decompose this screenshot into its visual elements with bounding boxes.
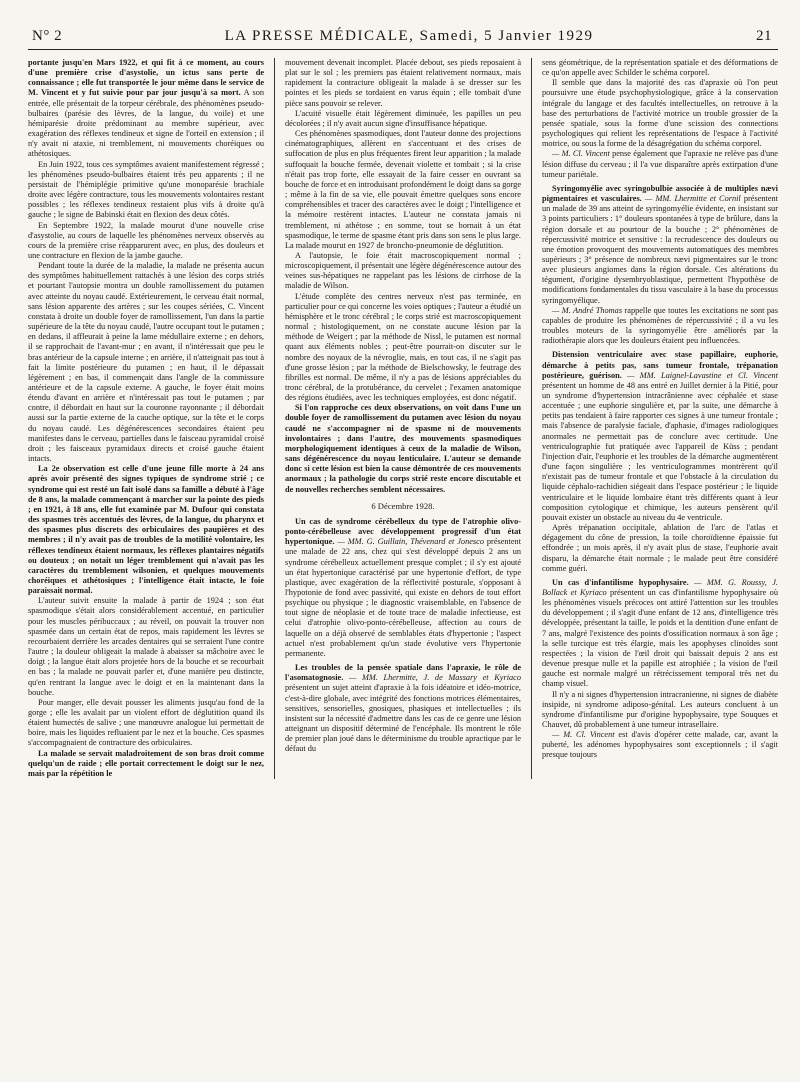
paragraph: L'étude complète des centres nerveux n'est pas terminée, en particulier pour ce qui concerne les voies optiques ; l'auteur a étudié un hémisphère et le tronc cérébral ; le corps strié est macroscopiquement normal ; histologiquement, on ne constate aucune lésion par la méthode de Weigert ; par la méthode de Nissl, le putamen est normal quant aux éléments nobles ; peut-être pourrait-on discuter sur le nombre des noyaux de la névroglie, mais, en tout cas, il ne s'agit pas d'une grosse lésion ; par la méthode de Bielschowsky, le feutrage des fibrilles est normal. De même, il n'y a pas de lésions appréciables du tronc cérébral, de la protubérance, du cervelet ; l'examen anatomique des régions étudiées, avec les techniques employées, est donc négatif. [284, 291, 522, 403]
session-date: 6 Décembre 1928. [371, 500, 435, 511]
section-authors: — M. André Thomas [551, 305, 623, 315]
paragraph: Ces phénomènes spasmodiques, dont l'auteur donne des projections cinématographiques, allèrent en s'accentuant et des crises de suffocation de plus en plus fréquentes firent leur apparition ; la malade suffoquait la bouche fermée, devenait violette et tombait ; si la crise n'était pas trop forte, elle essayait de la faire cesser en ouvrant sa bouche de force et en introduisant profondément le doigt dans sa gorge ; même à la fin de sa vie, elle pouvait émettre quelques sons encore compréhensibles et tracer des caractères avec le doigt ; l'intelligence et la mémoire restèrent intactes. L'auteur ne constata jamais ni tremblement, ni athétose ; en somme, tout se bornait à un état spasmodique, le terme de spasme étant pris dans son sens le plus large. La malade mourut en 1927 de broncho-pneumonie de déglutition. [284, 129, 521, 250]
paragraph: Pendant toute la durée de la maladie, la malade ne présenta aucun des symptômes habituellement rattachés à une lésion des corps striés et pourtant l'autopsie montra un double ramollissement du putamen avec atteinte du noyau caudé. Extérieurement, le cerveau était normal, sans lésion apparente des artères ; sur les coupes sériées, C. Vincent constata à droite un double foyer de ramollissement, l'un dans la partie supérieure de la tête du noyau caudé, l'autre occupant tout le putamen ; en dedans, il affleurait à peine la lame médullaire externe ; en dehors, il se rapprochait de l'avant-mur ; en avant, il n'intéressait que peu le bras antérieur de la capsule interne ; en arrière, il n'atteignait pas tout à fait la limite postérieure du putamen ; en haut, il le dépassait légèrement ; en bas, il commençait dans l'angle de la commissure antérieure et de la capsule externe. A gauche, le foyer était moins étendu d'avant en arrière et n'intéressait pas tout le putamen ; par contre, il débordait en haut sur la couronne rayonnante ; il débordait aussi sur la partie externe de la cauche optique, sur la tête et le corps du noyau caudé. Les dégénérescences secondaires étaient peu manifestes dans le cerveau, partielles dans le faisceau pyramidal croisé droit ; les faisceaux pyramidaux directs et croisé gauche étaient intacts. [28, 261, 265, 464]
paragraph: Il n'y a ni signes d'hypertension intracranienne, ni signes de diabète insipide, ni syndrome adiposo-génital. Les auteurs concluent à un syndrome d'infantilisme pur d'origine hypophysaire, type Souques et Chauvet, dû probablement à une tumeur intrasellaire. [541, 689, 778, 729]
section-text: présentent un malade de 39 ans atteint de syringomyélie évidente, en insistant sur 3 points particuliers : 1° douleurs spontanées à type de brûlure, dans la région dorsale et au pourtour de la bouche ; 2° phénomènes de répercussivité motrice et sensitive : la recrudescence des douleurs ou une émotion provoquent des mouvements automatiques des membres supérieurs ; 3° présence de nombreux nævi pigmentaires sur le tronc avec plusieurs angiomes dans la région dorsale. Ces altérations du tégument, d'origine dysembryoblastique, permettent l'hypothèse de modifications fondamentales du tissu vasculaire à la base du processus syringomyélique. [541, 194, 778, 305]
paragraph [542, 306, 778, 347]
paragraph: En Juin 1922, tous ces symptômes avaient manifestement régressé ; les phénomènes pseudo-bulbaires étaient très peu apparents ; il ne persistait de l'hémiplégie primitive qu'une monoparésie brachiale droite avec légère contracture, tous les mouvements volontaires restant possibles ; les réflexes tendineux restaient plus vifs à droite qu'à gauche ; le signe de Babinski était en flexion des deux côtés. [28, 159, 265, 220]
text: est d'avis d'opérer cette malade, car, avant la puberté, les adénomes hypophysaires sont exceptionnels ; il s'agit presque toujours [541, 730, 778, 760]
column-divider [531, 58, 532, 779]
paragraph: L'acuité visuelle était légèrement diminuée, les papilles un peu décolorées ; il n'y avait aucun signe d'insuffisance hépatique. [284, 108, 521, 128]
section-authors: — MM. G. Guillain, Thévenard et Jonesco [334, 537, 484, 547]
paragraph: mouvement devenait incomplet. Placée debout, ses pieds reposaient à plat sur le sol ; les premiers pas étaient relativement normaux, mais rapidement la contracture obligeait la malade à se dresser sur les pointes et les pieds se tordaient en varus équin ; elle tombait d'une pièce sans pouvoir se relever. [284, 58, 521, 108]
paragraph: En Septembre 1922, la malade mourut d'une nouvelle crise d'asystolie, au cours de laquelle les phénomènes nerveux observés au cours de la première crise réapparurent avec, en plus, des douleurs et une contracture en flexion de la jambe gauche. [28, 220, 265, 260]
text: pense également que l'apraxie ne relève pas d'une lésion diffuse du cerveau ; il l'a vue disparaître après extirpation d'une tumeur pariétale. [541, 149, 778, 179]
section [285, 663, 521, 754]
column-1 [28, 58, 264, 779]
section-title: Un cas de syndrome cérébelleux du type de l'atrophie olivo-ponto-cérébelleuse avec développement progressif d'un état hypertonique. [284, 516, 521, 547]
section-text: présentent un homme de 48 ans entré en Juillet dernier à la Pitié, pour un syndrome d'hypertension intracrânienne avec céphalée et stase accentuée ; une euphorie singulière et, par la suite, une démarche à petits pas tendaient à faire rapporter ces signes à une tumeur frontale ; mais l'absence de paralysie faciale, d'aphasie, d'images radiologiques anormales ne permettait pas de conclure avec certitude. Une ventriculographie fut pratiquée avec l'appareil de Küss ; pendant l'injection d'air, l'euphorie et les troubles de la démarche augmentèrent d'une façon singulière ; les ventriculogrammes montrèrent qu'il n'existait pas de tumeur frontale et que l'obstacle à la circulation du liquide céphalo-rachidien siégeait dans l'espace postérieur ; le liquide ventriculaire et le liquide lombaire étant très différents quant à leur composition cytologique et chimique, les auteurs pensèrent qu'il pouvait exister un obstacle au niveau du 4e ventricule. [541, 380, 778, 522]
paragraph [542, 149, 778, 179]
section-authors: — MM. Lhermitte et Cornil [641, 194, 741, 204]
page-number: 21 [755, 28, 772, 44]
section-title: Syringomyélie avec syringobulbie associée à de multiples nævi pigmentaires et vasculaires. [541, 183, 778, 204]
page-header [28, 28, 778, 50]
section-authors: — M. Cl. Vincent [551, 149, 610, 159]
paragraph: Pour manger, elle devait pousser les aliments jusqu'au fond de la gorge ; elle les avalait par un violent effort de déglutition quand ils étaient humectés de salive ; une manœuvre analogue lui permettait de boire, mais les liquides refluaient par le nez et la bouche. Ces spasmes s'accompagnaient de contracture des orbiculaires. [28, 697, 265, 748]
bold-text: portante jusqu'en Mars 1922, et qui fit à ce moment, au cours d'une première crise d'asystolie, un ictus sans perte de connaissance ; elle fut transportée le jour même dans le service de M. Vincent et y fut suivie pour par jour jusqu'à sa mort. [28, 58, 265, 98]
section-authors: — M. Cl. Vincent [551, 730, 615, 740]
paragraph: La 2e observation est celle d'une jeune fille morte à 24 ans après avoir présenté des signes typiques de syndrome strié ; ce syndrome qui est resté un fait isolé dans sa famille a débuté à l'âge de 8 ans, la malade commençant à marcher sur la pointe des pieds ; en 1921, à 18 ans, elle fut examinée par M. Dufour qui constata des spasmes très accentués des lèvres, de la langue, du pharynx et des spasmes plus discrets des orbiculaires des paupières et des membres ; il n'y avait pas de troubles de la motilité volontaire, les réflexes tendineux étaient normaux, les réflexes plantaires négatifs ou douteux ; on notait un léger tremblement qui n'avait pas les caractères du tremblement wilsonien, et quelques mouvements choréiques et athétosiques ; l'intelligence était intacte, le foie paraissait normal. [28, 464, 265, 596]
column-3 [542, 58, 778, 779]
section-authors: — MM. Laignel-Lavastine et Cl. Vincent [621, 370, 778, 380]
issue-number: N° 2 [32, 28, 63, 44]
section-text: présentent un cas d'infantilisme hypophysaire où les phénomènes visuels précoces ont attiré l'attention sur les troubles du développement ; il s'agit d'une enfant de 12 ans, d'intelligence très développée, présentant la taille, le poids et la dentition d'une enfant de 7 ans, malgré l'existence des points d'ossification normaux à son âge ; la selle turcique est très élargie, mais les apophyses clinoïdes sont respectées ; la vision de l'œil droit qui baissait depuis 2 ans est devenue presque nulle et la papille est atrophiée ; la vision de l'œil gauche est normale malgré un rétrécissement temporal très net du champ visuel. [541, 587, 778, 689]
column-2 [285, 58, 521, 779]
paragraph: L'auteur suivit ensuite la malade à partir de 1924 ; son état spasmodique s'était alors considérablement accentué, en particulier pour les muscles péribuccaux ; au réveil, on pouvait la trouver non spasmée dans un certain état de repos, mais rapidement les lèvres se recourbaient derrière les arcades dentaires qui se serraient l'une contre l'autre ; la douleur obligeait la malade à abaisser sa mâchoire avec le doigt ; la langue était alors projetée hors de la bouche et se recourbait en bas ; la malade ne pouvait parler et, d'une manière peu distincte, qu'en rentrant la langue avec le doigt et en la maintenant dans la bouche. [28, 596, 265, 697]
paragraph: Il semble que dans la majorité des cas d'apraxie où l'on peut poursuivre une étude psychophysiologique, grâce à la conservation intégrale du langage et des facultés intellectuelles, on retrouve à la base des perturbations de l'activité motrice un trouble grossier de la pensée spatiale, sous la forme d'une scission des connections psychologiques qui relient les représentations de l'espace à l'activité motrice, ou sous la forme de la désagrégation du schéma corporel. [541, 78, 778, 149]
text-columns [28, 58, 778, 779]
paragraph: Si l'on rapproche ces deux observations, on voit dans l'une un double foyer de ramollissement du putamen avec lésion du noyau caudé ne s'accompagner ni de spasme ni de mouvements involontaires ; dans l'autre, des mouvements spasmodiques morphologiquement identiques à ceux de la maladie de Wilson, sans dégénérescence du noyau lenticulaire. L'auteur se demande donc si cette lésion est bien la cause démontrée de ces mouvements anormaux ; la pathologie du corps strié reste encore discutable et de nouvelles recherches semblent nécessaires. [284, 403, 521, 494]
section [542, 350, 778, 523]
paragraph: sens géométrique, de la représentation spatiale et des déformations de ce qu'on appelle avec Schilder le schéma corporel. [541, 58, 778, 78]
paragraph: Après trépanation occipitale, ablation de l'arc de l'atlas et dégagement du cône de pression, la toile choroïdienne épaissie fut effondrée ; un mois après, il n'y avait plus de stase, l'euphorie avait disparu, la démarche était normale ; le malade peut être considéré comme guéri. [541, 523, 778, 573]
section [542, 578, 778, 690]
paragraph: A l'autopsie, le foie était macroscopiquement normal ; microscopiquement, il présentait une légère dégénérescence autour des veines sus-hépatiques ne rappelant pas les lésions de cirrhose de la maladie de Wilson. [284, 250, 521, 291]
section-authors: — MM. Lhermitte, J. de Massary et Kyriaco [343, 673, 521, 683]
paragraph [28, 58, 264, 160]
section [542, 184, 778, 306]
section-title: Un cas d'infantilisme hypophysaire. [551, 577, 689, 587]
section [285, 517, 521, 659]
paragraph: La malade se servait maladroitement de son bras droit comme quelqu'un de raide ; elle portait correctement le doigt sur le nez, mais par la répétition le [28, 748, 265, 778]
paragraph [542, 730, 778, 760]
text: rappelle que toutes les excitations ne sont pas capables de produire les phénomènes de répercussivité ; il a vu les troubles moteurs de la syringomyélie être améliorés par la radiothérapie alors que les douleurs étaient peu influencées. [541, 305, 778, 346]
section-title: Les troubles de la pensée spatiale dans l'apraxie, le rôle de l'asomatognosie. [284, 663, 521, 683]
column-divider [274, 58, 275, 779]
text: A son entrée, elle présentait de la torpeur cérébrale, des phénomènes pseudo-bulbaires (parésie des lèvres, de la langue, du voile) et une hémiparésie droite prédominant au membre supérieur, avec exagération des réflexes tendineux et signe de l'orteil en extension ; il n'y avait ni ataxie, ni tremblement, ni mouvements choréiques ou athétosiques. [28, 88, 265, 159]
section-authors: — MM. G. Roussy, J. Bollack et Kyriaco [541, 577, 778, 597]
section-title: Distension ventriculaire avec stase papillaire, euphorie, démarche à petits pas, sans tumeur frontale, trépanation postérieure, guérison. [541, 350, 778, 380]
section-text: présentent une malade de 22 ans, chez qui s'est développé depuis 2 ans un syndrome cérébelleux actuellement presque complet ; il s'y est ajouté un état hypertonique caractérisé par une hypertonie d'effort, de type plastique, avec exagération de la réflectivité posturale, s'opposant à l'hypotonie de fond avec passivité, qui existe en dehors de tout effort psychique ou physique ; le diagnostic vraisemblable, en l'absence de tout signe de néoplasie et de toute trace de maladie infectieuse, est celui d'atrophie olivo-ponto-cérébelleuse, affection au cours de laquelle on a déjà observé de semblables états d'hypertonie ; l'aspect actuel n'est probablement qu'un stade évolutive vers l'hypertonie permanente. [284, 537, 522, 658]
section-text: présentent un sujet atteint d'apraxie à la fois idéatoire et idéo-motrice, c'est-à-dire globale, avec intégrité des fonctions motrices élémentaires, sensitives, sensorielles, gnosiques, phasiques et intellectuelles ; ils insistent sur la nécessité d'admettre dans les cas de ce genre une lésion atteignant un dispositif déterminé de l'encéphale. Ils montrent le rôle de premier plan joué dans le déterminisme du trouble apractique par le défaut du [284, 683, 521, 754]
journal-title: LA PRESSE MÉDICALE, Samedi, 5 Janvier 1929 [224, 28, 594, 44]
